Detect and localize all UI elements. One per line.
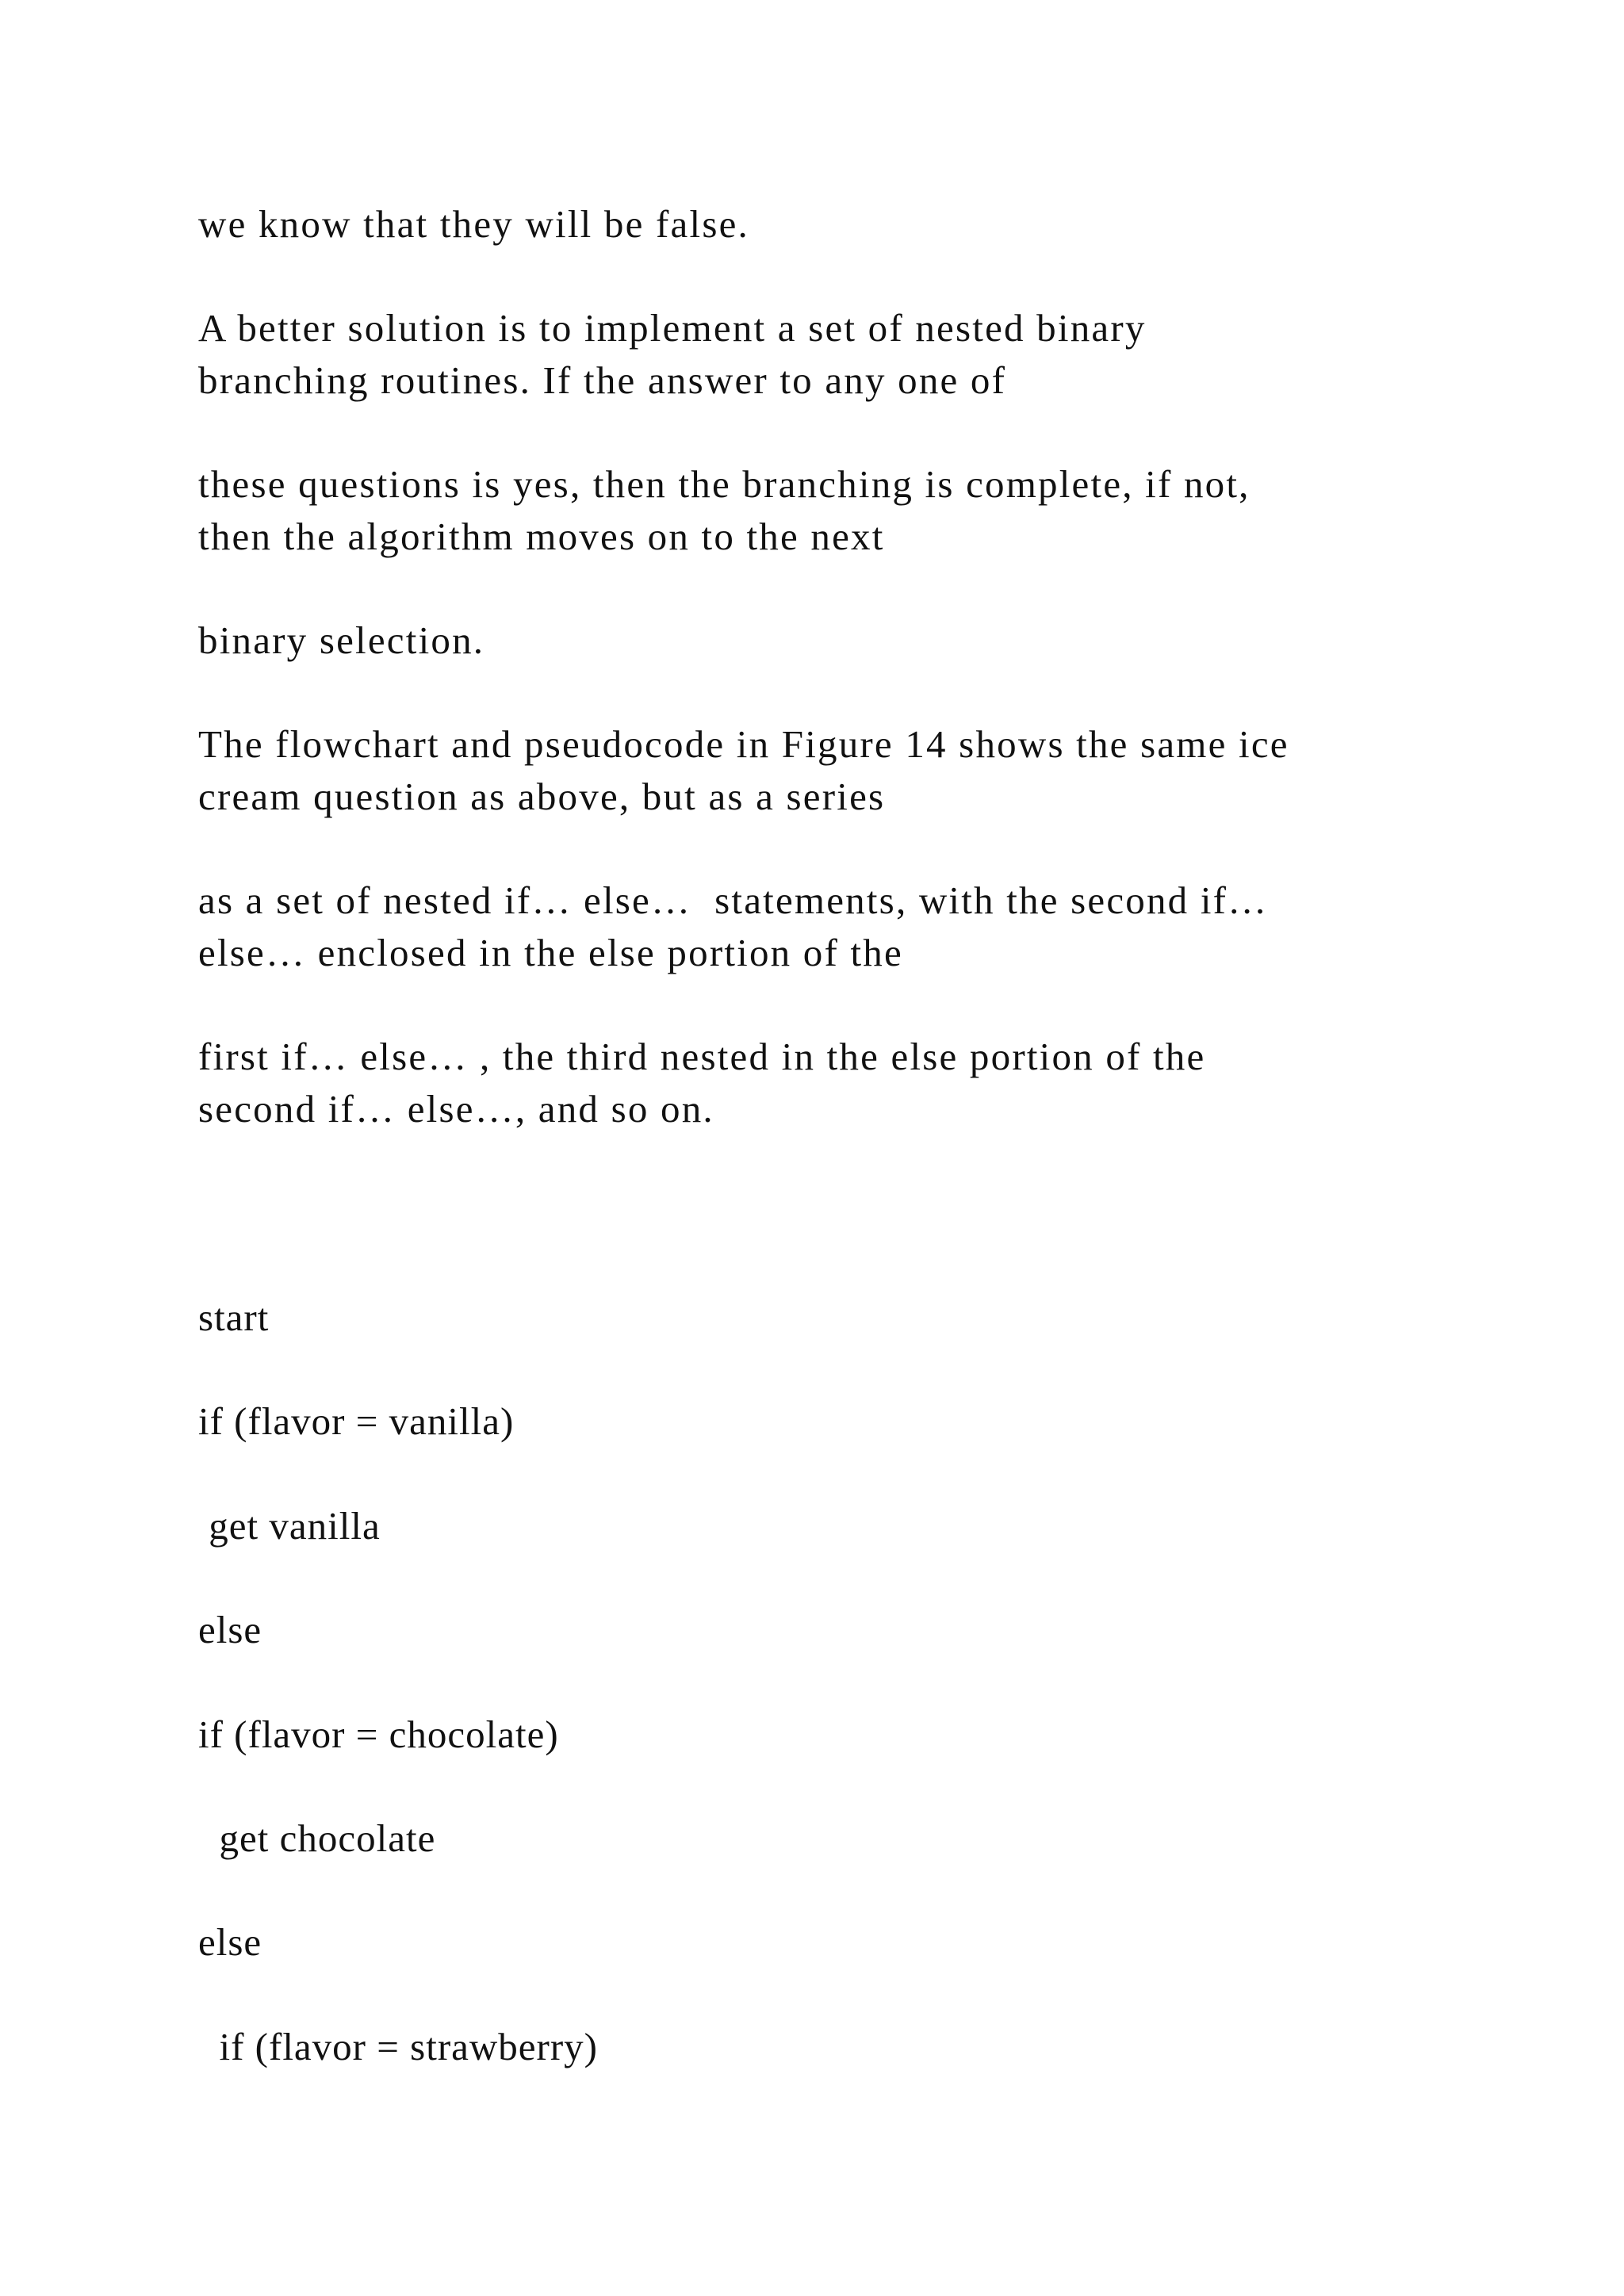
paragraph-6-line-2: else… enclosed in the else portion of the	[198, 931, 903, 974]
pseudocode-line-6: get chocolate	[198, 1816, 436, 1860]
pseudocode-line-5: if (flavor = chocolate)	[198, 1712, 559, 1756]
paragraph-7-line-2: second if… else…, and so on.	[198, 1087, 714, 1131]
paragraph-3-line-2: then the algorithm moves on to the next	[198, 515, 885, 558]
paragraph-5-line-1: The flowchart and pseudocode in Figure 14 shows the same ice	[198, 722, 1289, 766]
paragraph-4-line-1: binary selection.	[198, 618, 485, 662]
pseudocode-line-3: get vanilla	[198, 1504, 381, 1548]
pseudocode-line-4: else	[198, 1608, 262, 1651]
pseudocode-line-7: else	[198, 1920, 262, 1964]
paragraph-7-line-1: first if… else… , the third nested in the else portion of the	[198, 1035, 1206, 1078]
pseudocode-line-1: start	[198, 1295, 270, 1339]
pseudocode-line-8: if (flavor = strawberry)	[198, 2025, 598, 2068]
paragraph-5-line-2: cream question as above, but as a series	[198, 775, 886, 818]
paragraph-1-line-1: we know that they will be false.	[198, 202, 749, 246]
paragraph-2-line-2: branching routines. If the answer to any one of	[198, 358, 1007, 402]
paragraph-3-line-1: these questions is yes, then the branching is complete, if not,	[198, 462, 1251, 506]
paragraph-6-line-1: as a set of nested if… else… statements, with the second if…	[198, 878, 1269, 922]
paragraph-2-line-1: A better solution is to implement a set of nested binary	[198, 306, 1147, 350]
pseudocode-line-2: if (flavor = vanilla)	[198, 1399, 515, 1443]
